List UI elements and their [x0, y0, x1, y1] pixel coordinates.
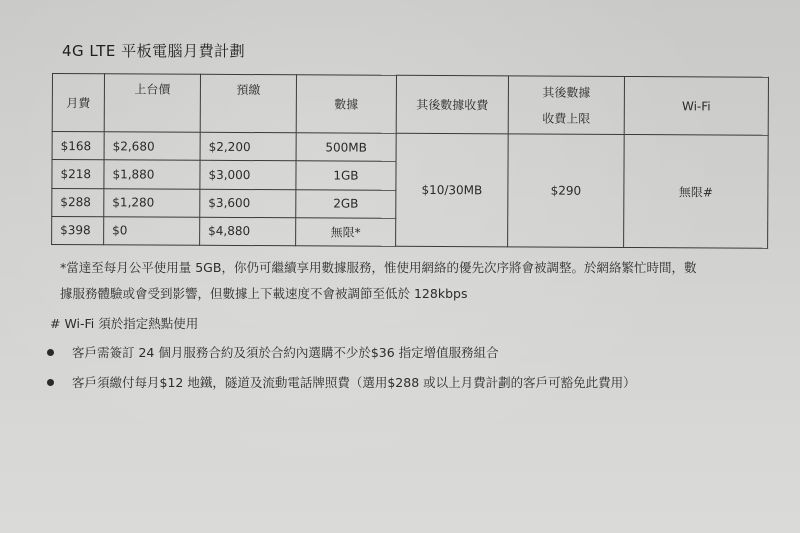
header-extra-data-cap-line1: 其後數據 — [542, 85, 591, 100]
footnote-line-1: *當達至每月公平使用量 5GB，你仍可繼續享用數據服務，惟使用網絡的優先次序將會被調整。於網絡繁忙時間，數 — [60, 260, 697, 275]
footnote-line-2: 據服務體驗或會受到影響，但數據上下載速度不會被調節至低於 128kbps — [60, 286, 468, 301]
cell-prepay: $3,000 — [200, 161, 296, 190]
cell-data: 2GB — [296, 189, 396, 218]
header-extra-data-cap-line2: 收費上限 — [542, 111, 591, 126]
bullet-icon — [47, 379, 54, 386]
cell-fee: $168 — [52, 132, 104, 161]
page-title: 4G LTE 平板電腦月費計劃 — [62, 42, 246, 60]
cell-prepay: $2,200 — [200, 132, 296, 161]
header-wifi: Wi-Fi — [624, 76, 768, 135]
cell-extra-data-cap: $290 — [508, 134, 625, 248]
table-header-row — [52, 74, 768, 136]
cell-data: 無限* — [296, 218, 396, 247]
header-data: 數據 — [296, 75, 396, 134]
cell-fee: $288 — [52, 188, 104, 217]
bullet-icon — [47, 349, 54, 356]
bullet-item-1: 客戶需簽訂 24 個月服務合約及須於合約內選購不少於$36 指定增值服務組合 — [72, 345, 499, 360]
cell-price: $1,280 — [104, 188, 200, 217]
header-extra-data-cap — [508, 76, 624, 135]
cell-prepay: $3,600 — [200, 189, 296, 218]
header-monthly-fee: 月費 — [52, 74, 104, 132]
plans-table — [51, 73, 769, 249]
cell-extra-data-charge: $10/30MB — [396, 133, 509, 247]
bullet-item-2: 客戶須繳付每月$12 地鐵，隧道及流動電話牌照費（選用$288 或以上月費計劃的客戶可豁免此費用） — [72, 375, 636, 390]
cell-fee: $398 — [52, 216, 104, 245]
cell-wifi: 無限# — [624, 134, 769, 248]
cell-data: 1GB — [296, 161, 396, 190]
header-handset-price: 上台價 — [104, 74, 200, 133]
wifi-note: # Wi-Fi 須於指定熱點使用 — [50, 316, 199, 331]
cell-price: $1,880 — [104, 160, 200, 189]
cell-prepay: $4,880 — [200, 217, 296, 246]
cell-fee: $218 — [52, 160, 104, 189]
cell-price: $2,680 — [104, 132, 200, 161]
cell-price: $0 — [104, 217, 200, 246]
header-prepayment: 預繳 — [200, 74, 296, 133]
header-extra-data-charge: 其後數據收費 — [396, 75, 508, 134]
cell-data: 500MB — [296, 133, 396, 162]
table-row — [52, 132, 768, 164]
